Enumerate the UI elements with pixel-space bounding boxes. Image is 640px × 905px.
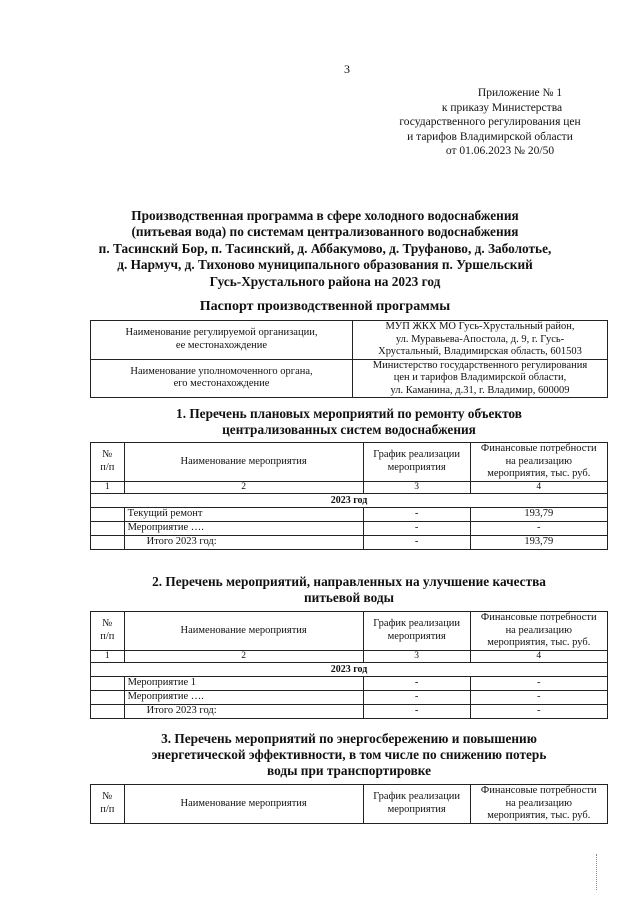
table-header-row: [91, 785, 608, 824]
cell-text: ул. Муравьева-Апостола, д. 9, г. Гусь-: [395, 333, 565, 345]
cell-text: мероприятия, тыс. руб.: [487, 637, 591, 648]
section-title-line: централизованных систем водоснабжения: [222, 422, 476, 438]
cell-text: №: [102, 618, 113, 630]
table-cell: Текущий ремонт: [124, 507, 363, 521]
header-cell: [91, 443, 125, 482]
index-cell: 1: [91, 481, 125, 493]
cell-text: Наименование уполномоченного органа,: [130, 365, 313, 377]
table-total-row: [91, 535, 608, 549]
table-cell: -: [363, 535, 470, 549]
cell-text: Наименование регулируемой организации,: [125, 327, 318, 339]
cell-text: мероприятия, тыс. руб.: [487, 810, 591, 821]
table-cell: [91, 507, 125, 521]
index-cell: 3: [363, 650, 470, 662]
index-cell: 1: [91, 650, 125, 662]
table-cell: 193,79: [470, 535, 607, 549]
index-row: [91, 650, 608, 662]
cell-text: Финансовые потребности: [480, 785, 597, 796]
cell-text: мероприятия: [387, 630, 446, 642]
table-cell: [91, 321, 353, 360]
cell-text: График реализации: [373, 791, 461, 803]
table-row: [91, 521, 608, 535]
table-row: [91, 507, 608, 521]
cell-text: №: [102, 449, 113, 461]
year-row: [91, 493, 608, 507]
index-cell: 4: [470, 481, 607, 493]
section-1-table: [90, 442, 608, 550]
table-cell: Итого 2023 год:: [124, 704, 363, 718]
passport-heading: Паспорт производственной программы: [199, 299, 451, 314]
cell-text: МУП ЖКХ МО Гусь-Хрустальный район,: [385, 321, 575, 332]
table-cell: [91, 704, 125, 718]
title-line: д. Нармуч, д. Тихоново муниципального образования п. Уршельский: [117, 257, 533, 273]
cell-text: Министерство государственного регулирования: [372, 359, 588, 371]
table-cell: -: [470, 690, 607, 704]
table-total-row: [91, 704, 608, 718]
cell-text: п/п: [100, 803, 115, 815]
header-cell: [470, 612, 607, 651]
title-line: Производственная программа в сфере холодного водоснабжения: [131, 208, 519, 223]
year-cell: 2023 год: [91, 662, 608, 676]
cell-text: ул. Каманина, д.31, г. Владимир, 600009: [390, 384, 570, 396]
index-cell: 2: [124, 481, 363, 493]
document-title: [90, 208, 560, 290]
section-2-title: [90, 574, 608, 606]
header-cell: [363, 785, 470, 824]
section-title-line: энергетической эффективности, в том числе по снижению потерь: [151, 747, 547, 763]
table-cell: -: [470, 704, 607, 718]
table-cell: 193,79: [470, 507, 607, 521]
table-cell: [91, 521, 125, 535]
title-line: (питьевая вода) по системам централизованного водоснабжения: [131, 224, 519, 240]
table-cell: -: [363, 507, 470, 521]
year-row: [91, 662, 608, 676]
cell-text: на реализацию: [505, 797, 573, 809]
table-cell: [91, 676, 125, 690]
appendix-line: Приложение № 1: [477, 87, 563, 99]
table-cell: [91, 359, 353, 398]
cell-text: №: [102, 791, 113, 803]
table-cell: Мероприятие ….: [124, 690, 363, 704]
header-cell: Наименование мероприятия: [124, 785, 363, 824]
table-row: [91, 321, 608, 360]
cell-text: Хрустальный, Владимирская область, 601503: [378, 346, 582, 357]
header-cell: [470, 785, 607, 824]
appendix-line: от 01.06.2023 № 20/50: [445, 145, 555, 157]
table-cell: -: [470, 676, 607, 690]
index-cell: 4: [470, 650, 607, 662]
cell-text: Финансовые потребности: [480, 612, 597, 623]
table-cell: [91, 535, 125, 549]
cell-text: мероприятия: [387, 803, 446, 815]
table-cell: [353, 321, 608, 360]
header-cell: [91, 612, 125, 651]
table-cell: [91, 690, 125, 704]
index-cell: 2: [124, 650, 363, 662]
cell-text: на реализацию: [505, 624, 573, 636]
appendix-line: к приказу Министерства: [441, 101, 563, 114]
table-row: [91, 690, 608, 704]
index-cell: 3: [363, 481, 470, 493]
title-line: Гусь-Хрустального района на 2023 год: [209, 273, 441, 289]
section-title-line: воды при транспортировке: [267, 763, 431, 779]
header-cell: [91, 785, 125, 824]
section-title-line: 2. Перечень мероприятий, направленных на улучшение качества: [152, 574, 546, 589]
cell-text: на реализацию: [505, 455, 573, 467]
cell-text: п/п: [100, 630, 115, 642]
section-3-title: [90, 731, 608, 780]
scan-margin-mark: [596, 854, 599, 890]
header-cell: [470, 443, 607, 482]
passport-table: [90, 320, 608, 398]
table-row: [91, 676, 608, 690]
table-header-row: [91, 443, 608, 482]
header-cell: [363, 443, 470, 482]
section-3-table: [90, 784, 608, 824]
cell-text: График реализации: [373, 449, 461, 461]
table-cell: [353, 359, 608, 398]
table-cell: Мероприятие ….: [124, 521, 363, 535]
table-cell: -: [363, 690, 470, 704]
cell-text: мероприятия, тыс. руб.: [487, 468, 591, 479]
appendix-line: и тарифов Владимирской области: [407, 130, 573, 143]
table-cell: -: [363, 676, 470, 690]
cell-text: цен и тарифов Владимирской области,: [393, 372, 567, 383]
appendix-block: [380, 86, 600, 159]
header-cell: Наименование мероприятия: [124, 612, 363, 651]
table-cell: -: [363, 704, 470, 718]
cell-text: п/п: [100, 461, 115, 473]
section-2-table: [90, 611, 608, 719]
table-cell: Итого 2023 год:: [124, 535, 363, 549]
table-row: [91, 359, 608, 398]
cell-text: Финансовые потребности: [480, 443, 597, 454]
cell-text: его местонахождение: [173, 378, 270, 390]
year-cell: 2023 год: [91, 493, 608, 507]
section-title-line: питьевой воды: [304, 590, 394, 606]
header-cell: [363, 612, 470, 651]
header-cell: Наименование мероприятия: [124, 443, 363, 482]
table-cell: -: [470, 521, 607, 535]
appendix-line: государственного регулирования цен: [399, 116, 581, 128]
page-number: 3: [344, 62, 350, 76]
section-title-line: 3. Перечень мероприятий по энергосбережению и повышению: [161, 731, 537, 746]
table-cell: Мероприятие 1: [124, 676, 363, 690]
section-title-line: 1. Перечень плановых мероприятий по ремонту объектов: [176, 406, 522, 421]
section-1-title: [90, 406, 608, 438]
title-line: п. Тасинский Бор, п. Тасинский, д. Аббакумово, д. Труфаново, д. Заболотье,: [98, 240, 552, 256]
cell-text: мероприятия: [387, 461, 446, 473]
cell-text: ее местонахождение: [175, 339, 268, 351]
cell-text: График реализации: [373, 618, 461, 630]
table-header-row: [91, 612, 608, 651]
table-cell: -: [363, 521, 470, 535]
index-row: [91, 481, 608, 493]
